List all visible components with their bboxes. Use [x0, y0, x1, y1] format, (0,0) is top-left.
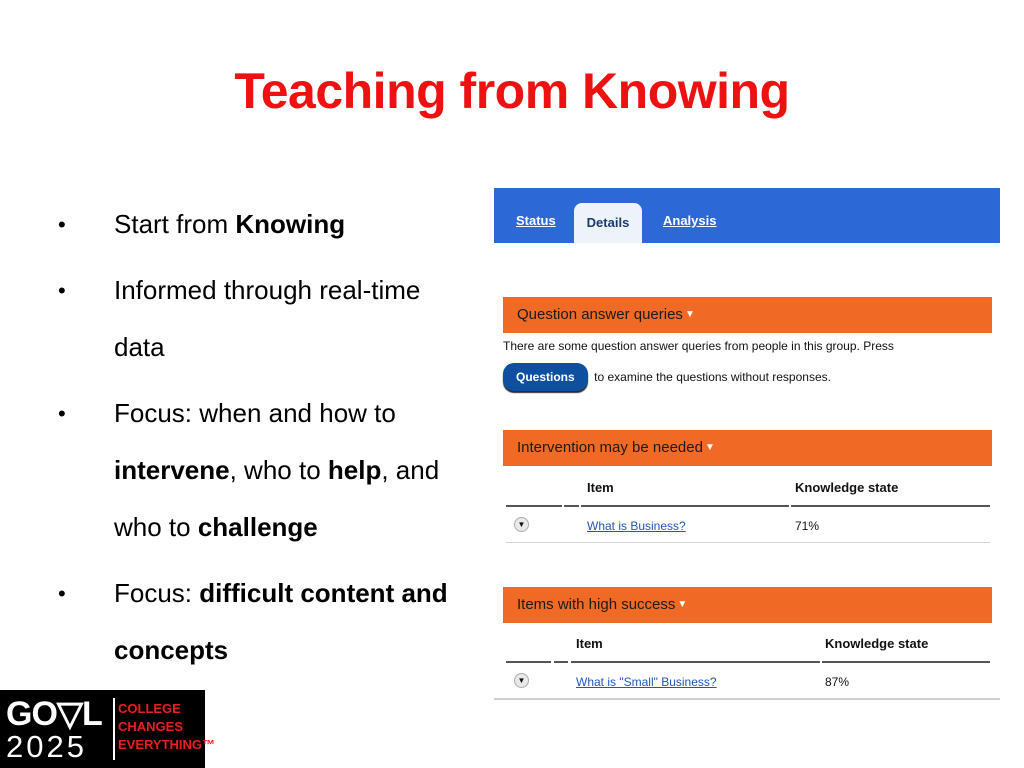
header-underline [506, 505, 562, 507]
bullet-dot: • [58, 278, 66, 303]
bullet-text: Focus: when and how to [114, 398, 396, 428]
section-header[interactable] [503, 297, 992, 333]
logo-year-text: 2025 [6, 729, 87, 764]
slide-title: Teaching from Knowing [234, 63, 790, 119]
queries-message-line2 [503, 363, 993, 391]
tab-analysis[interactable]: Analysis [663, 213, 717, 228]
details-panel-screenshot [494, 188, 1000, 700]
bullet-bold-text: Knowing [235, 209, 346, 239]
header-underline [506, 661, 551, 663]
bullet-text: , and who to [114, 455, 440, 542]
section-header-label: Intervention may be needed [517, 439, 703, 456]
bullet-focus-intervene [58, 385, 468, 556]
column-header-knowledge-state: Knowledge state [825, 636, 929, 651]
circle-chevron-down-icon[interactable]: ▼ [514, 673, 529, 688]
section-high-success [503, 587, 992, 623]
bullet-real-time-data [58, 262, 468, 376]
section-header[interactable] [503, 587, 992, 623]
bullet-text: Start from [114, 209, 236, 239]
goal-2025-logo [0, 690, 216, 768]
bullet-dot: • [58, 212, 66, 237]
item-link-what-is-business[interactable]: What is Business? [587, 519, 686, 533]
header-underline [791, 505, 990, 507]
bullet-text: , who to [229, 455, 328, 485]
row-divider [506, 542, 990, 543]
tab-status[interactable]: Status [516, 213, 556, 228]
logo-tagline-line: EVERYTHING™ [118, 737, 216, 752]
logo-goal-text: GO▽L [6, 695, 102, 733]
section-header[interactable] [503, 430, 992, 466]
section-intervention-needed [503, 430, 992, 466]
logo-tagline-line: CHANGES [118, 719, 184, 734]
logo-divider [113, 698, 115, 760]
column-header-item: Item [587, 480, 614, 495]
bullet-dot: • [58, 401, 66, 426]
header-underline [564, 505, 579, 507]
knowledge-state-value: 87% [825, 675, 850, 689]
triangle-down-icon[interactable]: ▼ [704, 442, 715, 453]
header-underline [581, 505, 789, 507]
bullet-focus-difficult-content [58, 565, 468, 679]
circle-chevron-down-icon[interactable]: ▼ [514, 517, 529, 532]
bullet-dot: • [58, 581, 66, 606]
bullet-text: Informed through real-time data [114, 275, 421, 362]
queries-message-suffix: to examine the questions without responses. [594, 370, 831, 384]
section-header-label: Items with high success [517, 596, 676, 613]
column-header-knowledge-state: Knowledge state [795, 480, 899, 495]
header-underline [571, 661, 820, 663]
section-header-label: Question answer queries [517, 306, 683, 323]
header-underline [554, 661, 568, 663]
bullet-bold-text: challenge [197, 512, 318, 542]
bullet-list [58, 196, 468, 688]
tab-bar [494, 188, 1000, 243]
item-link-what-is-small-business[interactable]: What is "Small" Business? [576, 675, 717, 689]
logo-tagline-line: COLLEGE [118, 701, 181, 716]
bullet-bold-text: intervene [114, 455, 230, 485]
queries-message-line1: There are some question answer queries from people in this group. Press [503, 339, 894, 353]
bullet-bold-text: help [327, 455, 382, 485]
questions-button[interactable]: Questions [503, 363, 588, 391]
tab-details[interactable]: Details [574, 203, 642, 243]
bullet-start-from-knowing [58, 196, 468, 253]
logo-tagline [118, 700, 215, 754]
triangle-down-icon[interactable]: ▼ [677, 599, 688, 610]
bullet-bold-text: difficult content and concepts [114, 578, 448, 665]
column-header-item: Item [576, 636, 603, 651]
header-underline [822, 661, 990, 663]
section-question-answer-queries [503, 297, 992, 333]
triangle-down-icon[interactable]: ▼ [684, 309, 695, 320]
knowledge-state-value: 71% [795, 519, 820, 533]
bullet-text: Focus: [114, 578, 200, 608]
